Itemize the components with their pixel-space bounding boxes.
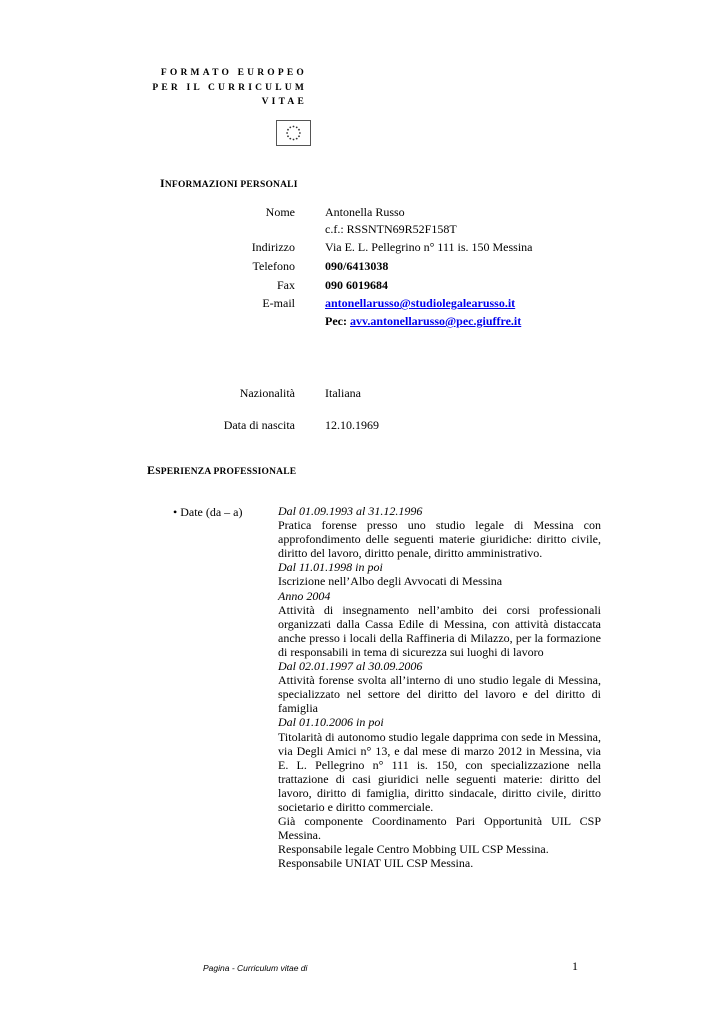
header-title-line-2: PER IL CURRICULUM: [152, 83, 307, 93]
phone-label: Telefono: [252, 259, 295, 273]
eu-flag-icon: [276, 120, 311, 146]
nationality-label: Nazionalità: [239, 386, 295, 400]
experience-date: Dal 11.01.1998 in poi: [278, 560, 383, 575]
experience-date: Dal 02.01.1997 al 30.09.2006: [278, 659, 423, 674]
email-label: E-mail: [262, 296, 295, 310]
experience-description: Titolarità di autonomo studio legale dapprima con sede in Messina, via Degli Amici n° 13, e dal mese di marzo 2012 in Messina, via E. L. Pellegrino n° 111 is. 150, con specializzazione nella trattazione di casi giuridici nelle seguenti materie: diritto del lavoro, diritto di famiglia, diritto sindacale, diritto civile, diritto societario e diritto commerciale.: [278, 729, 601, 814]
nationality-value: Italiana: [325, 386, 361, 400]
page-number: 1: [572, 959, 578, 973]
name-value: Antonella Russo: [325, 205, 405, 219]
pec-label: Pec:: [325, 314, 350, 328]
section-title-personal: INFORMAZIONI PERSONALI: [160, 176, 298, 190]
phone-value: 090/6413038: [325, 259, 389, 273]
experience-date: Anno 2004: [278, 588, 331, 603]
experience-description: Pratica forense presso uno studio legale di Messina con approfondimento delle seguenti materie giuridiche: diritto civile, diritto del lavoro, diritto penale, diritto amministrativo.: [278, 518, 601, 561]
fax-value: 090 6019684: [325, 278, 388, 292]
fax-label: Fax: [277, 278, 295, 292]
experience-description: Iscrizione nell’Albo degli Avvocati di Messina: [278, 574, 503, 589]
email-link[interactable]: antonellarusso@studiolegalearusso.it: [325, 296, 516, 310]
experience-date: Dal 01.09.1993 al 31.12.1996: [278, 504, 423, 518]
section-title-experience: ESPERIENZA PROFESSIONALE: [147, 463, 297, 477]
address-label: Indirizzo: [251, 240, 295, 254]
birth-date-label: Data di nascita: [223, 418, 295, 432]
footer-text: Pagina - Curriculum vitae di: [203, 963, 308, 973]
email-value: [325, 296, 515, 311]
experience-description: Responsabile UNIAT UIL CSP Messina.: [278, 856, 474, 871]
header-title-line-3: VITAE: [261, 97, 307, 107]
experience-date-label: • Date (da – a): [173, 505, 243, 519]
pec-link[interactable]: avv.antonellarusso@pec.giuffre.it: [349, 314, 522, 328]
name-label: Nome: [265, 205, 295, 219]
experience-description: Responsabile legale Centro Mobbing UIL CSP Messina.: [278, 842, 549, 857]
header-title-line-1: FORMATO EUROPEO: [160, 68, 307, 78]
experience-description: Attività forense svolta all’interno di uno studio legale di Messina, specializzato nel settore del diritto del lavoro e del diritto di famiglia: [278, 673, 601, 716]
experience-date: Dal 01.10.2006 in poi: [278, 715, 384, 730]
experience-description: Già componente Coordinamento Pari Opportunità UIL CSP Messina.: [278, 814, 601, 843]
pec-row: [325, 314, 521, 329]
address-value: Via E. L. Pellegrino n° 111 is. 150 Messina: [325, 240, 533, 254]
birth-date-value: 12.10.1969: [325, 418, 379, 432]
experience-body: [278, 504, 601, 870]
cf-value: c.f.: RSSNTN69R52F158T: [325, 222, 457, 236]
experience-description: Attività di insegnamento nell’ambito dei corsi professionali organizzati dalla Cassa Edile di Messina, con attività distaccata anche presso i locali della Raffineria di Milazzo, per la formazione di responsabili in tema di sicurezza sui luoghi di lavoro: [278, 602, 601, 659]
